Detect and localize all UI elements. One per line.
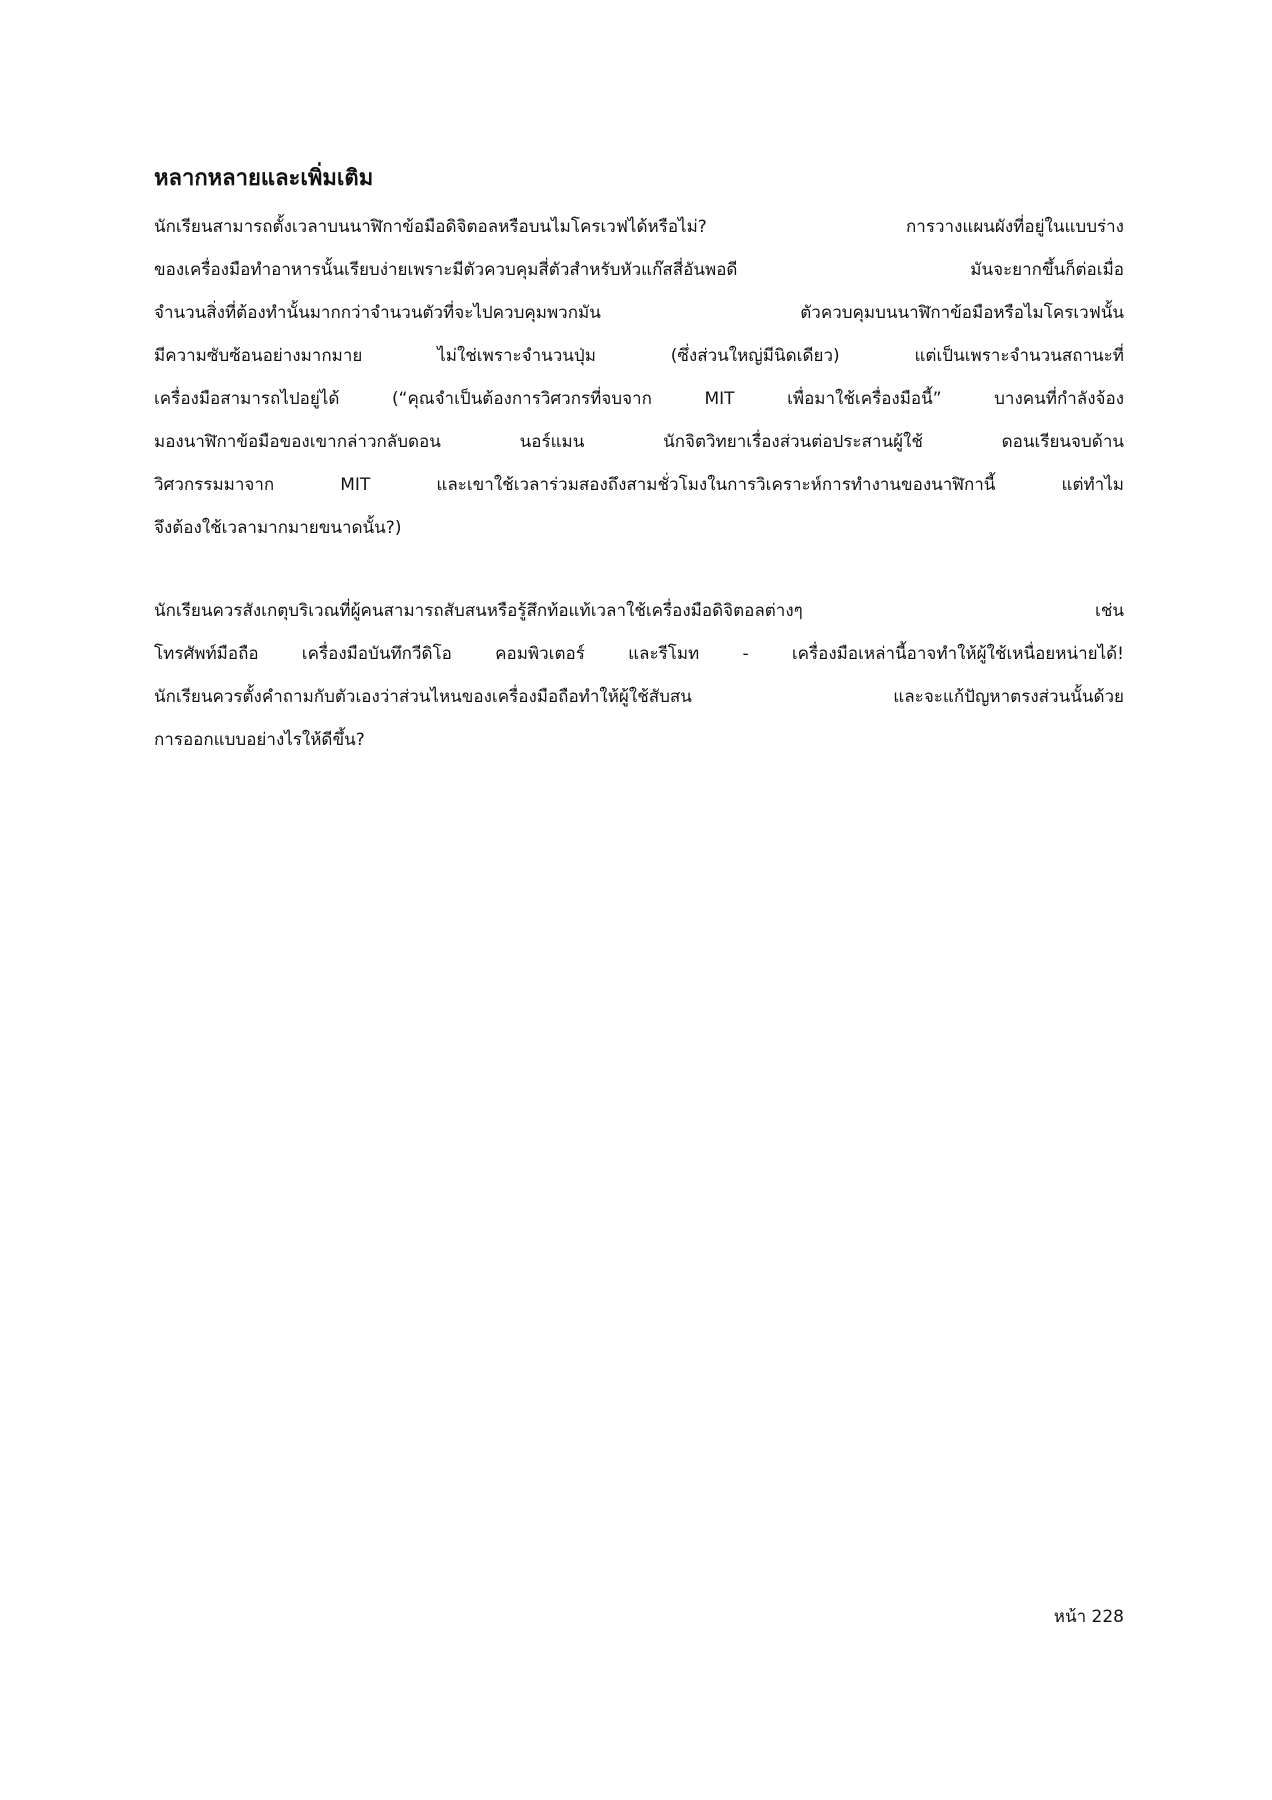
text-line: เครื่องมือสามารถไปอยู่ได้ (“คุณจำเป็นต้องการวิศวกรที่จบจาก MIT เพื่อมาใช้เครื่องมือนี้” บางคนที่กำลังจ้อง (154, 389, 1124, 409)
text-line: นักเรียนสามารถตั้งเวลาบนนาฬิกาข้อมือดิจิตอลหรือบนไมโครเวฟได้หรือไม่? การวางแผนผังที่อยู่ในแบบร่าง (154, 217, 1124, 237)
page-number: หน้า 228 (1053, 1607, 1124, 1627)
paragraph-1 (154, 206, 1124, 550)
text-line: จำนวนสิ่งที่ต้องทำนั้นมากกว่าจำนวนตัวที่จะไปควบคุมพวกมัน ตัวควบคุมบนนาฬิกาข้อมือหรือไมโครเวฟนั้น (154, 303, 1124, 323)
text-line: มีความซับซ้อนอย่างมากมาย ไม่ใช่เพราะจำนวนปุ่ม (ซึ่งส่วนใหญ่มีนิดเดียว) แต่เป็นเพราะจำนวนสถานะที่ (154, 346, 1124, 366)
text-line: จึงต้องใช้เวลามากมายขนาดนั้น?) (154, 518, 402, 538)
text-line: มองนาฬิกาข้อมือของเขากล่าวกลับดอน นอร์แมน นักจิตวิทยาเรื่องส่วนต่อประสานผู้ใช้ ดอนเรียนจบด้าน (154, 432, 1124, 452)
text-line: การออกแบบอย่างไรให้ดีขึ้น? (154, 730, 365, 750)
section-heading: หลากหลายและเพิ่มเติม (154, 166, 374, 191)
text-line: นักเรียนควรตั้งคำถามกับตัวเองว่าส่วนไหนของเครื่องมือถือทำให้ผู้ใช้สับสน และจะแก้ปัญหาตรงส่วนนั้นด้วย (154, 687, 1124, 707)
text-line: โทรศัพท์มือถือ เครื่องมือบันทึกวีดิโอ คอมพิวเตอร์ และรีโมท - เครื่องมือเหล่านี้อาจทำให้ผู้ใช้เหนื่อยหน่ายได้! (154, 644, 1124, 664)
text-line: ของเครื่องมือทำอาหารนั้นเรียบง่ายเพราะมีตัวควบคุมสี่ตัวสำหรับหัวแก๊สสี่อันพอดี มันจะยากขึ้นก็ต่อเมื่อ (154, 260, 1124, 280)
text-line: นักเรียนควรสังเกตุบริเวณที่ผู้คนสามารถสับสนหรือรู้สึกท้อแท้เวลาใช้เครื่องมือดิจิตอลต่างๆ เช่น (154, 601, 1124, 621)
paragraph-2 (154, 590, 1124, 762)
text-line: วิศวกรรมมาจาก MIT และเขาใช้เวลาร่วมสองถึงสามชั่วโมงในการวิเคราะห์การทำงานของนาฬิกานี้ แต่ทำไม (154, 475, 1124, 495)
